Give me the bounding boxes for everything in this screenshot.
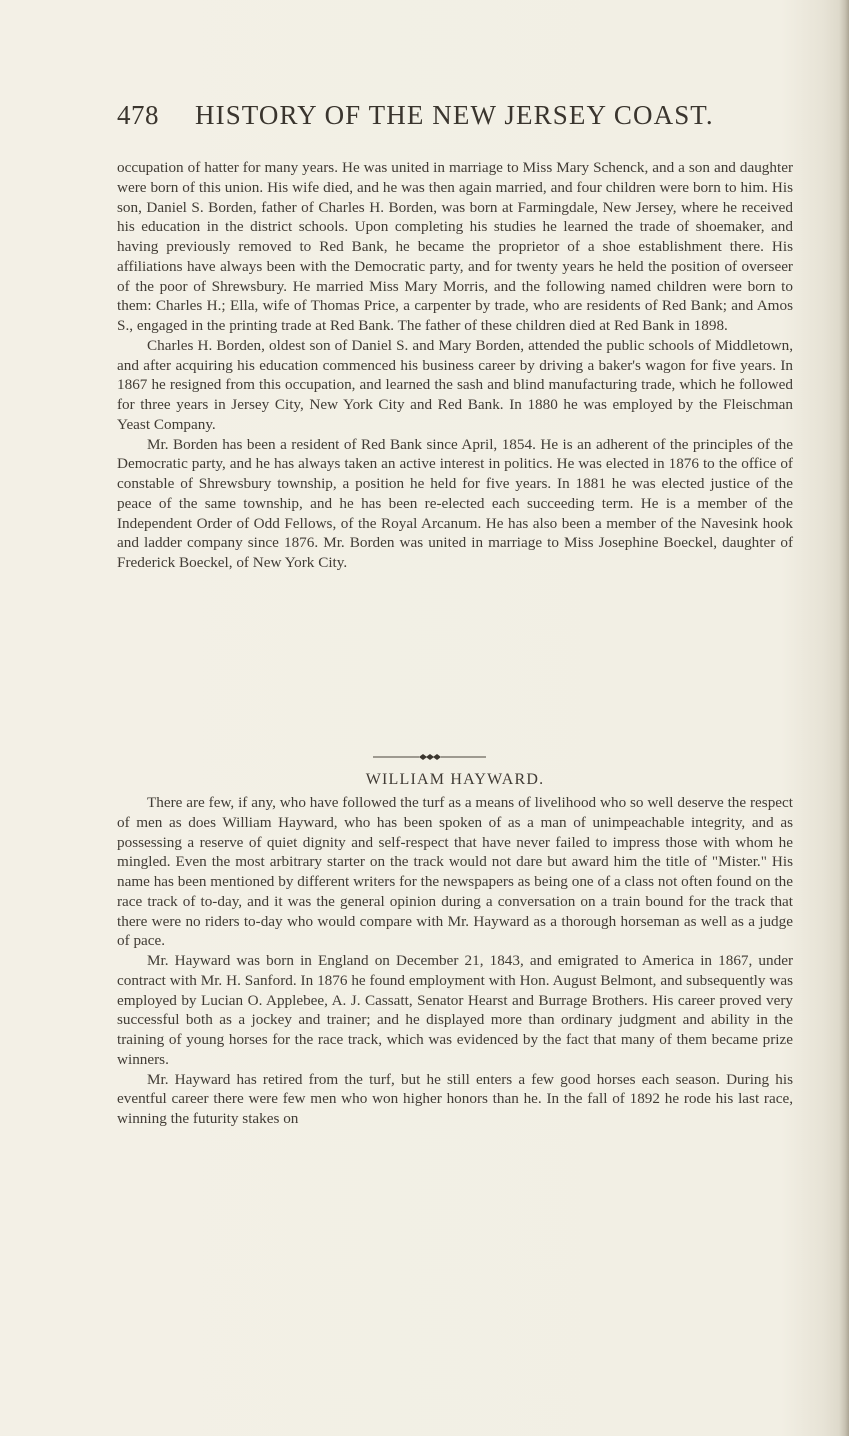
- paragraph: There are few, if any, who have followed the turf as a means of livelihood who so well deserve the respect of men as does William Hayward, who has been spoken of as a man of unimpeachable integrity, and as possessing a reserve of quiet dignity and self-respect that have never failed to impress those with whom he mingled. Even the most arbitrary starter on the track would not dare but award him the title of "Mister." His name has been mentioned by different writers for the newspapers as being one of a class not often found on the race track of to-day, and it was the general opinion during a conversation on a train bound for the track that there were no riders to-day who would compare with Mr. Hayward as a thorough horseman as well as a judge of pace.: [117, 794, 793, 950]
- paragraph: Mr. Hayward has retired from the turf, but he still enters a few good horses each season. During his eventful career there were few men who won higher honors than he. In the fall of 1892 he rode his last race, winning the futurity stakes on: [117, 1070, 793, 1127]
- page-header: [117, 100, 714, 136]
- paragraph: Mr. Borden has been a resident of Red Bank since April, 1854. He is an adherent of the principles of the Democratic party, and he has always taken an active interest in politics. He was elected in 1876 to the office of constable of Shrewsbury township, a position he held for five years. In 1881 he was elected justice of the peace of the same township, and he has been re-elected each succeeding term. He is a member of the Independent Order of Odd Fellows, of the Royal Arcanum. He has also been a member of the Navesink hook and ladder company since 1876. Mr. Borden was united in marriage to Miss Josephine Boeckel, daughter of Frederick Boeckel, of New York City.: [117, 435, 793, 571]
- paragraph: Charles H. Borden, oldest son of Daniel S. and Mary Borden, attended the public schools of Middletown, and after acquiring his education commenced his business career by driving a baker's wagon for five years. In 1867 he resigned from this occupation, and learned the sash and blind manufacturing trade, which he followed for three years in Jersey City, New York City and Red Bank. In 1880 he was employed by the Fleischman Yeast Company.: [117, 336, 793, 433]
- section-title: WILLIAM HAYWARD.: [365, 771, 545, 788]
- page-number: 478: [117, 100, 159, 130]
- page-edge-shadow: [839, 0, 849, 1436]
- running-head: HISTORY OF THE NEW JERSEY COAST.: [195, 100, 714, 130]
- paragraph: occupation of hatter for many years. He was united in marriage to Miss Mary Schenck, and a son and daughter were born of this union. His wife died, and he was then again married, and four children were born to him. His son, Daniel S. Borden, father of Charles H. Borden, was born at Farmingdale, New Jersey, where he received his education in the district schools. Upon completing his studies he learned the trade of shoemaker, and having previously removed to Red Bank, he became the proprietor of a shoe establishment there. His affiliations have always been with the Democratic party, and for twenty years he held the position of overseer of the poor of Shrewsbury. He married Miss Mary Morris, and the following named children were born to them: Charles H.; Ella, wife of Thomas Price, a carpenter by trade, who are residents of Red Bank; and Amos S., engaged in the printing trade at Red Bank. The father of these children died at Red Bank in 1898.: [117, 159, 793, 334]
- text-block-hayward: [117, 793, 793, 1129]
- text-block-borden: [117, 158, 793, 573]
- section-divider-ornament: [373, 752, 486, 762]
- paragraph: Mr. Hayward was born in England on December 21, 1843, and emigrated to America in 1867, under contract with Mr. H. Sanford. In 1876 he found employment with Hon. August Belmont, and subsequently was employed by Lucian O. Applebee, A. J. Cassatt, Senator Hearst and Burrage Brothers. His career proved very successful both as a jockey and trainer; and he displayed more than ordinary judgment and ability in the training of young horses for the race track, which was evidenced by the fact that many of them became prize winners.: [117, 952, 793, 1068]
